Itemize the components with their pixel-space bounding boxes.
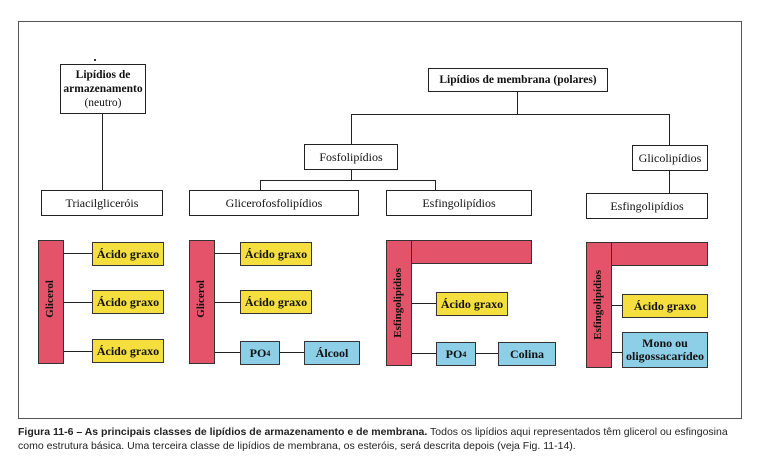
phosphate-box	[240, 341, 280, 365]
phosphate-label: PO	[445, 346, 463, 361]
choline-box: Colina	[498, 342, 556, 366]
connector	[351, 114, 669, 115]
fatty-acid-box: Ácido graxo	[240, 290, 312, 314]
sphingolipids-box-1	[386, 190, 532, 216]
phosphate-box	[436, 342, 476, 366]
sphingolipids-box-2	[586, 193, 708, 219]
connector	[669, 171, 670, 193]
caption-title: Figura 11-6 – As principais classes de lipídios de armazenamento e de membrana.	[18, 426, 428, 438]
glycerol-label-1: Glicerol	[44, 280, 56, 318]
bond	[612, 305, 622, 306]
bond	[215, 352, 240, 353]
glycerophospholipids-label: Glicerofosfolipídios	[225, 196, 323, 210]
sphingosine-chain-2	[612, 242, 708, 266]
connector	[435, 180, 436, 190]
mono-oligosaccharide-box	[622, 332, 708, 368]
storage-line-3: (neutro)	[84, 97, 122, 109]
phosphate-subscript: 4	[462, 349, 467, 359]
glycerol-label-2: Glicerol	[195, 280, 207, 318]
membrane-lipids-label: Lipídios de membrana (polares)	[439, 74, 597, 86]
triacylglycerols-label: Triacilgliceróis	[65, 196, 139, 210]
glycolipids-box	[632, 145, 708, 171]
bond	[280, 352, 304, 353]
connector	[669, 114, 670, 145]
triacylglycerols-box	[41, 190, 163, 216]
caption-text: Todos os lipídios aqui representados têm glicerol ou esfingosina como estrutura básica. Uma terceira classe de lipídios de membrana, os esteróis, será descrita depois (veja Fig. 11-14).	[18, 426, 728, 452]
fatty-acid-box: Ácido graxo	[622, 294, 708, 318]
glycolipids-label: Glicolipídios	[638, 151, 702, 165]
fatty-acid-box: Ácido graxo	[92, 290, 164, 314]
connector	[102, 114, 103, 190]
storage-line-1: Lipídios de	[75, 69, 131, 81]
bond	[412, 353, 436, 354]
storage-lipids-box	[60, 64, 146, 114]
sphingosine-label-2: Esfingolipídios	[592, 270, 604, 340]
membrane-lipids-box	[428, 68, 608, 92]
glycerophospholipids-box	[189, 190, 359, 216]
mono-oligo-line-2: oligossacarídeo	[626, 349, 704, 363]
sphingosine-label-1: Esfingolipídios	[392, 268, 404, 338]
phosphate-label: PO	[249, 345, 267, 360]
phosphate-subscript: 4	[266, 348, 271, 358]
connector	[260, 180, 261, 190]
sphingolipids-label-2: Esfingolipídios	[610, 199, 684, 213]
fatty-acid-box: Ácido graxo	[92, 339, 164, 363]
fatty-acid-box: Ácido graxo	[240, 242, 312, 266]
fatty-acid-box: Ácido graxo	[436, 292, 508, 316]
connector	[517, 92, 518, 114]
sphingolipids-label-1: Esfingolipídios	[422, 196, 496, 210]
bond	[612, 352, 622, 353]
connector	[260, 180, 435, 181]
bond	[64, 253, 92, 254]
bond	[412, 303, 436, 304]
sphingosine-chain-1	[412, 240, 532, 264]
connector	[351, 114, 352, 144]
bond	[64, 351, 92, 352]
phospholipids-box	[304, 144, 398, 170]
connector	[351, 170, 352, 180]
stray-dot	[94, 59, 96, 61]
fatty-acid-box: Ácido graxo	[92, 242, 164, 266]
bond	[476, 353, 498, 354]
storage-line-2: armazenamento	[63, 83, 143, 95]
bond	[215, 302, 240, 303]
mono-oligo-line-1: Mono ou	[642, 336, 688, 350]
figure-caption	[18, 425, 748, 453]
alcohol-box: Álcool	[304, 341, 360, 365]
bond	[64, 302, 92, 303]
bond	[215, 253, 240, 254]
phospholipids-label: Fosfolipídios	[319, 150, 383, 164]
